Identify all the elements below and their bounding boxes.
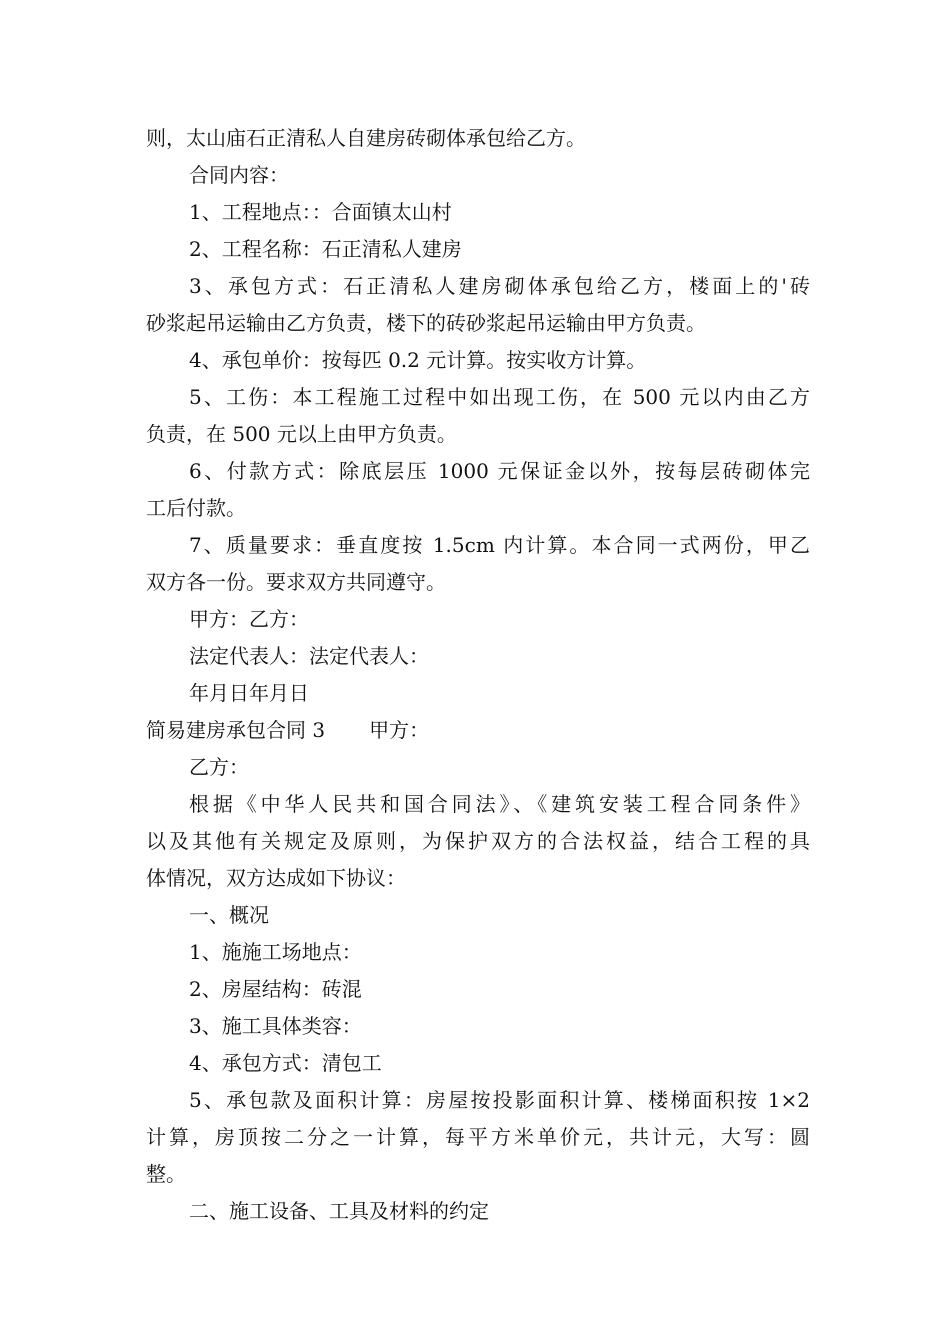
list-item: 2、房屋结构：砖混 bbox=[189, 977, 362, 1001]
paragraph-line: 工后付款。 bbox=[146, 496, 246, 520]
signature-date-line: 年月日年月日 bbox=[189, 681, 309, 705]
paragraph-line: 以及其他有关规定及原则，为保护双方的合法权益，结合工程的具 bbox=[146, 829, 810, 853]
paragraph-line: 合同内容： bbox=[189, 163, 289, 187]
section-heading: 二、施工设备、工具及材料的约定 bbox=[189, 1199, 489, 1223]
section-heading: 一、概况 bbox=[189, 903, 269, 927]
list-item: 4、承包方式：清包工 bbox=[189, 1051, 382, 1075]
document-body bbox=[146, 120, 810, 1230]
paragraph-line: 1、工程地点：：合面镇太山村 bbox=[189, 200, 452, 224]
party-a-label: 甲方： bbox=[369, 718, 430, 742]
paragraph-line: 4、承包单价：按每匹 0.2 元计算。按实收方计算。 bbox=[189, 348, 647, 372]
paragraph-line: 5、工伤：本工程施工过程中如出现工伤，在 500 元以内由乙方 bbox=[189, 385, 810, 409]
paragraph-line: 则，太山庙石正清私人自建房砖砌体承包给乙方。 bbox=[146, 126, 586, 150]
list-item: 1、施施工场地点： bbox=[189, 940, 362, 964]
signature-party-line: 甲方：乙方： bbox=[189, 607, 309, 631]
paragraph-line: 双方各一份。要求双方共同遵守。 bbox=[146, 570, 446, 594]
list-item: 5、承包款及面积计算：房屋按投影面积计算、楼梯面积按 1×2 bbox=[189, 1088, 810, 1112]
contract-title: 简易建房承包合同 3 bbox=[146, 718, 326, 742]
list-item: 3、施工具体类容： bbox=[189, 1014, 362, 1038]
signature-representative-line: 法定代表人：法定代表人： bbox=[189, 644, 429, 668]
paragraph-line: 计算，房顶按二分之一计算，每平方米单价元，共计元，大写：圆 bbox=[146, 1125, 810, 1149]
paragraph-line: 根据《中华人民共和国合同法》、《建筑安装工程合同条件》 bbox=[189, 792, 810, 816]
paragraph-line: 7、质量要求：垂直度按 1.5cm 内计算。本合同一式两份，甲乙 bbox=[189, 533, 810, 557]
paragraph-line: 6、付款方式：除底层压 1000 元保证金以外，按每层砖砌体完 bbox=[189, 459, 810, 483]
paragraph-line: 3、承包方式：石正清私人建房砌体承包给乙方，楼面上的'砖 bbox=[189, 274, 810, 298]
paragraph-line: 2、工程名称：石正清私人建房 bbox=[189, 237, 462, 261]
paragraph-line: 体情况，双方达成如下协议： bbox=[146, 866, 406, 890]
party-b-label: 乙方： bbox=[189, 755, 249, 779]
paragraph-line: 负责，在 500 元以上由甲方负责。 bbox=[146, 422, 457, 446]
paragraph-line: 砂浆起吊运输由乙方负责，楼下的砖砂浆起吊运输由甲方负责。 bbox=[146, 311, 706, 335]
paragraph-line: 整。 bbox=[146, 1162, 186, 1186]
contract-heading bbox=[146, 712, 810, 749]
